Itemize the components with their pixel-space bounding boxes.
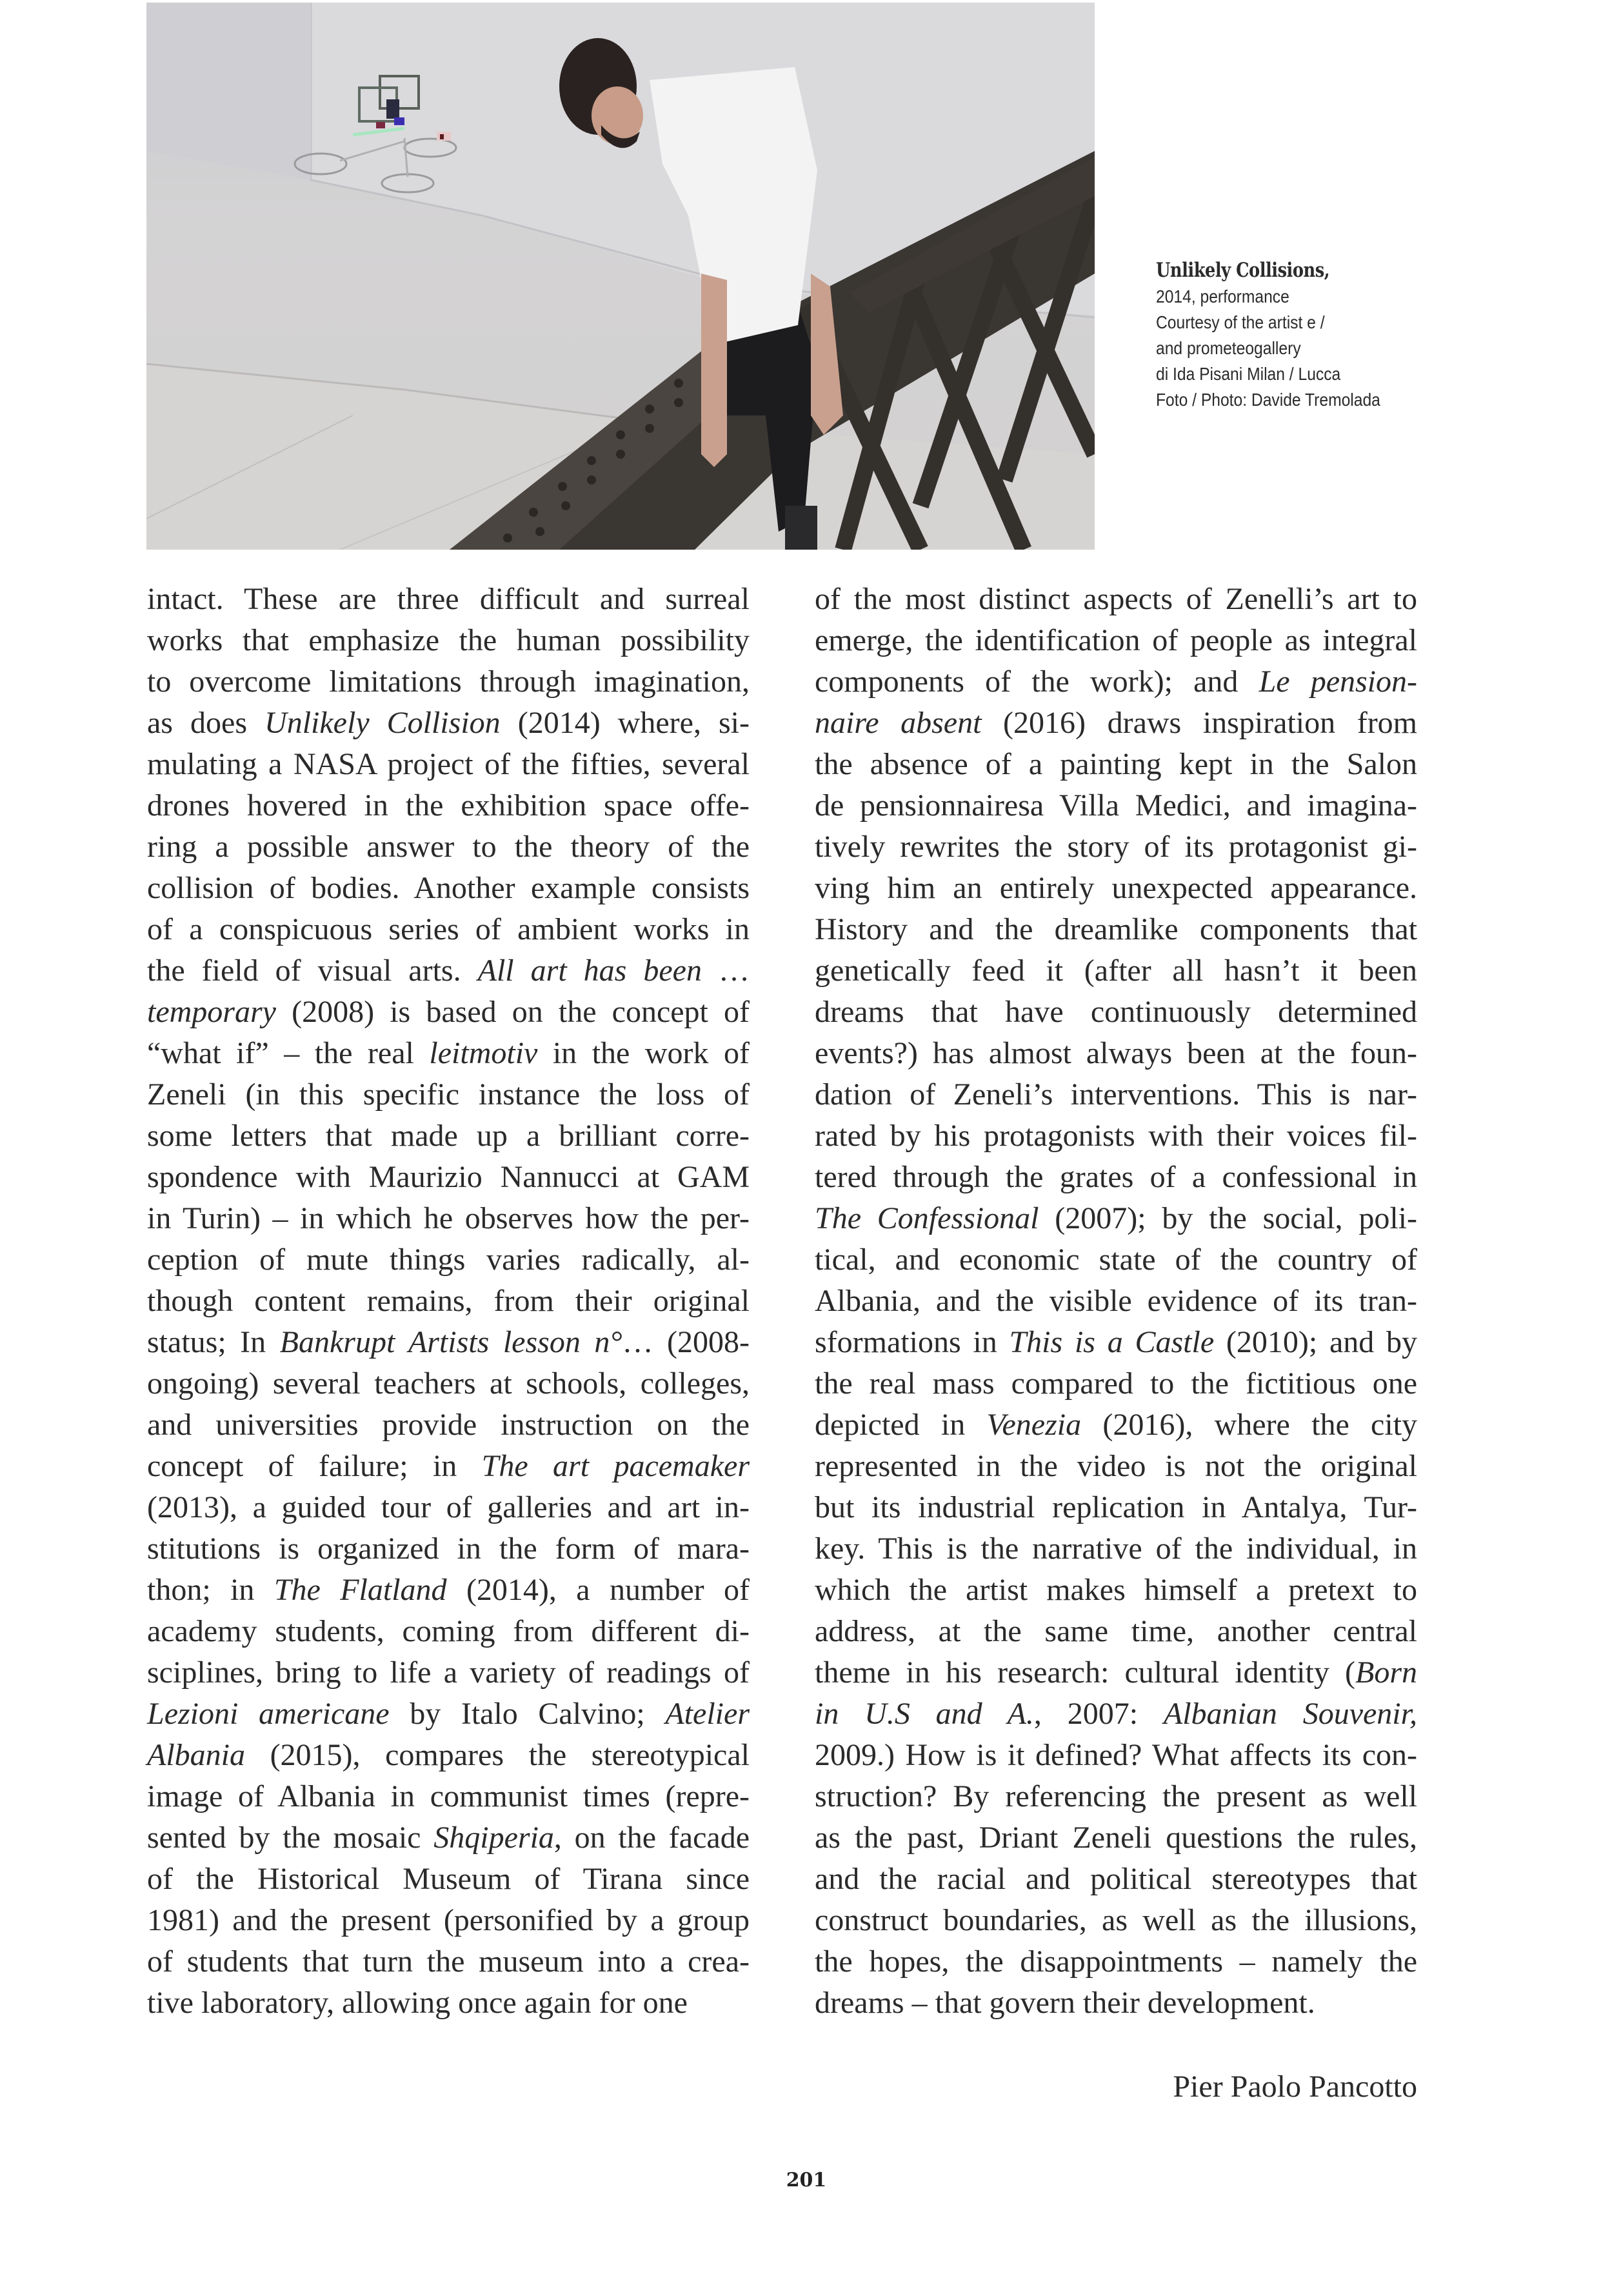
- text-run: … (2008-: [622, 1325, 750, 1359]
- text-line: [815, 785, 1417, 826]
- text-line: [815, 950, 1417, 992]
- text-run: thon; in: [147, 1573, 274, 1607]
- photo-caption: [1156, 257, 1427, 413]
- text-line: [815, 1693, 1417, 1735]
- text-run: , 2007:: [1033, 1697, 1164, 1731]
- text-run: academy students, coming from different di-: [147, 1614, 750, 1648]
- italic-title: The Confessional: [815, 1201, 1039, 1235]
- italic-title: Atelier: [665, 1697, 750, 1731]
- text-run: (2016) draws inspiration from: [981, 706, 1418, 740]
- text-line: [147, 1982, 750, 2024]
- text-run: the absence of a painting kept in the Salon: [815, 747, 1417, 781]
- italic-title: Lezioni americane: [147, 1697, 390, 1731]
- text-run: the real mass compared to the fictitious one: [815, 1366, 1417, 1401]
- text-line: [815, 1446, 1417, 1487]
- photo-illustration: [146, 3, 1095, 550]
- text-run: tively rewrites the story of its protagonist gi-: [815, 830, 1417, 864]
- text-line: [147, 868, 750, 909]
- text-line: [147, 1652, 750, 1693]
- text-line: [815, 1157, 1417, 1198]
- text-run: collision of bodies. Another example consists: [147, 871, 750, 905]
- text-run: (2013), a guided tour of galleries and art in-: [147, 1490, 750, 1524]
- text-run: in the work of: [537, 1036, 750, 1070]
- text-line: [147, 1198, 750, 1239]
- text-run: dreams that have continuously determined: [815, 995, 1417, 1029]
- text-run: events?) has almost always been at the foun-: [815, 1036, 1417, 1070]
- text-line: [815, 1776, 1417, 1817]
- caption-line: Foto / Photo: Davide Tremolada: [1156, 390, 1380, 410]
- italic-title: The art pacemaker: [481, 1449, 750, 1483]
- text-line: [147, 1404, 750, 1446]
- text-run: Albania, and the visible evidence of its tran-: [815, 1284, 1417, 1318]
- text-run: History and the dreamlike components that: [815, 912, 1417, 946]
- text-line: [815, 1115, 1417, 1157]
- text-line: [147, 992, 750, 1033]
- text-line: [147, 1239, 750, 1281]
- text-line: [147, 1074, 750, 1115]
- text-line: [147, 1446, 750, 1487]
- text-line: [815, 1817, 1417, 1859]
- text-run: of the most distinct aspects of Zenelli’s art to: [815, 582, 1417, 616]
- text-run: tical, and economic state of the country of: [815, 1243, 1417, 1277]
- text-line: [815, 1941, 1417, 1982]
- text-run: (2010); and by: [1214, 1325, 1417, 1359]
- text-line: [815, 1982, 1417, 2024]
- italic-title: in U.S and A.: [815, 1697, 1034, 1731]
- italic-title: Bankrupt Artists lesson n°: [279, 1325, 622, 1359]
- text-run: “what if” – the real: [147, 1036, 430, 1070]
- italic-title: leitmotiv: [429, 1036, 538, 1070]
- text-run: intact. These are three difficult and surreal: [147, 582, 750, 616]
- text-line: [147, 1611, 750, 1652]
- text-line: [147, 744, 750, 785]
- text-run: the field of visual arts.: [147, 953, 478, 988]
- text-line: [815, 1404, 1417, 1446]
- text-run: (2015), compares the stereotypical: [245, 1738, 750, 1772]
- text-line: [815, 1074, 1417, 1115]
- text-run: of the Historical Museum of Tirana since: [147, 1862, 750, 1896]
- text-line: [147, 1487, 750, 1528]
- text-line: [815, 1652, 1417, 1693]
- text-run: (2007); by the social, poli-: [1039, 1201, 1418, 1235]
- text-run: sented by the mosaic: [147, 1821, 434, 1855]
- text-run: theme in his research: cultural identity (: [815, 1655, 1355, 1690]
- text-run: rated by his protagonists with their voices fil-: [815, 1119, 1417, 1153]
- caption-title: Unlikely Collisions,: [1156, 259, 1330, 282]
- text-run: to overcome limitations through imagination,: [147, 664, 750, 699]
- performance-photo: [146, 3, 1095, 550]
- article-column-right: [815, 579, 1417, 2024]
- caption-line: di Ida Pisani Milan / Lucca: [1156, 364, 1341, 384]
- text-run: represented in the video is not the original: [815, 1449, 1417, 1483]
- text-run: struction? By referencing the present as well: [815, 1779, 1417, 1813]
- article-column-left: [147, 579, 750, 2024]
- text-run: ving him an entirely unexpected appearance.: [815, 871, 1417, 905]
- page-number: 201: [786, 2169, 827, 2191]
- italic-title: naire absent: [815, 706, 982, 740]
- italic-title: Born: [1355, 1655, 1417, 1690]
- italic-title: Shqiperia: [433, 1821, 554, 1855]
- text-line: [147, 1941, 750, 1982]
- text-run: as does: [147, 706, 265, 740]
- text-run: stitutions is organized in the form of mara-: [147, 1532, 750, 1566]
- text-run: , on the facade: [553, 1821, 750, 1855]
- text-line: [147, 1859, 750, 1900]
- text-line: [815, 1487, 1417, 1528]
- text-run: though content remains, from their original: [147, 1284, 750, 1318]
- text-run: (2014), a number of: [446, 1573, 750, 1607]
- text-run: of a conspicuous series of ambient works in: [147, 912, 750, 946]
- text-line: [147, 661, 750, 703]
- text-run: concept of failure; in: [147, 1449, 482, 1483]
- text-run: tive laboratory, allowing once again for one: [147, 1986, 688, 2020]
- text-line: [147, 579, 750, 620]
- text-line: [815, 703, 1417, 744]
- text-line: [815, 1322, 1417, 1363]
- text-run: works that emphasize the human possibility: [147, 623, 750, 657]
- text-line: [815, 868, 1417, 909]
- text-line: [147, 1363, 750, 1404]
- text-line: [147, 826, 750, 868]
- caption-line: and prometeogallery: [1156, 338, 1301, 358]
- text-run: mulating a NASA project of the fifties, several: [147, 747, 750, 781]
- italic-title: Albania: [147, 1738, 245, 1772]
- text-run: (2014) where, si-: [500, 706, 750, 740]
- italic-title: Unlikely Collision: [264, 706, 501, 740]
- text-run: in Turin) – in which he observes how the per-: [147, 1201, 750, 1235]
- text-run: sformations in: [815, 1325, 1010, 1359]
- text-line: [815, 1033, 1417, 1074]
- text-run: but its industrial replication in Antalya, Tur-: [815, 1490, 1417, 1524]
- text-run: ception of mute things varies radically, al-: [147, 1243, 750, 1277]
- text-line: [815, 826, 1417, 868]
- text-line: [147, 1322, 750, 1363]
- text-run: (2008) is based on the concept of: [275, 995, 750, 1029]
- text-line: [147, 1900, 750, 1941]
- text-line: [815, 992, 1417, 1033]
- text-line: [815, 744, 1417, 785]
- text-run: ongoing) several teachers at schools, colleges,: [147, 1366, 750, 1401]
- text-line: [815, 620, 1417, 661]
- text-line: [147, 1033, 750, 1074]
- italic-title: All art has been: [477, 953, 702, 988]
- text-run: depicted in: [815, 1408, 987, 1442]
- text-line: [147, 1528, 750, 1570]
- text-line: [147, 1281, 750, 1322]
- author-signature: Pier Paolo Pancotto: [1173, 2070, 1417, 2104]
- text-line: [147, 1693, 750, 1735]
- caption-line: 2014, performance: [1156, 286, 1289, 306]
- text-line: [147, 1570, 750, 1611]
- text-line: [815, 909, 1417, 950]
- text-run: sciplines, bring to life a variety of readings of: [147, 1655, 750, 1690]
- text-run: spondence with Maurizio Nannucci at GAM: [147, 1160, 750, 1194]
- text-line: [147, 950, 750, 992]
- italic-title: Albanian Souvenir,: [1163, 1697, 1418, 1731]
- text-run: key. This is the narrative of the individual, in: [815, 1532, 1417, 1566]
- text-line: [815, 1735, 1417, 1776]
- text-run: which the artist makes himself a pretext to: [815, 1573, 1417, 1607]
- text-line: [815, 1900, 1417, 1941]
- text-line: [147, 1735, 750, 1776]
- text-run: genetically feed it (after all hasn’t it been: [815, 953, 1417, 988]
- text-line: [815, 1611, 1417, 1652]
- text-run: and universities provide instruction on the: [147, 1408, 750, 1442]
- text-line: [815, 661, 1417, 703]
- italic-title: This is a Castle: [1009, 1325, 1215, 1359]
- text-run: components of the work); and: [815, 664, 1259, 699]
- text-run: ring a possible answer to the theory of the: [147, 830, 750, 864]
- text-run: some letters that made up a brilliant corre-: [147, 1119, 750, 1153]
- text-line: [147, 1157, 750, 1198]
- italic-title: temporary: [147, 995, 276, 1029]
- caption-line: Courtesy of the artist e /: [1156, 312, 1325, 332]
- text-line: [815, 1198, 1417, 1239]
- text-run: image of Albania in communist times (repre-: [147, 1779, 750, 1813]
- text-run: emerge, the identification of people as integral: [815, 623, 1417, 657]
- text-run: the hopes, the disappointments – namely the: [815, 1944, 1417, 1979]
- text-run: construct boundaries, as well as the illusions,: [815, 1903, 1417, 1937]
- text-run: as the past, Driant Zeneli questions the rules,: [815, 1821, 1417, 1855]
- text-line: [815, 1570, 1417, 1611]
- text-run: (2016), where the city: [1081, 1408, 1418, 1442]
- text-run: of students that turn the museum into a crea-: [147, 1944, 750, 1979]
- text-run: address, at the same time, another central: [815, 1614, 1417, 1648]
- italic-title: Venezia: [986, 1408, 1082, 1442]
- text-run: 2009.) How is it defined? What affects its con-: [815, 1738, 1417, 1772]
- text-run: dreams – that govern their development.: [815, 1986, 1315, 2020]
- text-line: [147, 1776, 750, 1817]
- text-line: [147, 703, 750, 744]
- text-line: [815, 1281, 1417, 1322]
- text-run: dation of Zeneli’s interventions. This is nar-: [815, 1077, 1417, 1112]
- text-line: [147, 1115, 750, 1157]
- text-line: [815, 1239, 1417, 1281]
- text-run: status; In: [147, 1325, 280, 1359]
- text-line: [815, 1528, 1417, 1570]
- text-line: [815, 1859, 1417, 1900]
- italic-title: Le pension-: [1259, 664, 1418, 699]
- text-line: [147, 909, 750, 950]
- text-run: de pensionnairesa Villa Medici, and imagina-: [815, 788, 1417, 823]
- text-run: Zeneli (in this specific instance the loss of: [147, 1077, 750, 1112]
- text-run: and the racial and political stereotypes that: [815, 1862, 1417, 1896]
- text-run: drones hovered in the exhibition space offe-: [147, 788, 750, 823]
- italic-title: The Flatland: [274, 1573, 447, 1607]
- text-line: [147, 1817, 750, 1859]
- text-line: [147, 785, 750, 826]
- text-run: by Italo Calvino;: [389, 1697, 666, 1731]
- text-run: tered through the grates of a confessional in: [815, 1160, 1417, 1194]
- text-line: [147, 620, 750, 661]
- text-line: [815, 579, 1417, 620]
- text-run: …: [702, 953, 750, 988]
- text-line: [815, 1363, 1417, 1404]
- text-run: 1981) and the present (personified by a group: [147, 1903, 750, 1937]
